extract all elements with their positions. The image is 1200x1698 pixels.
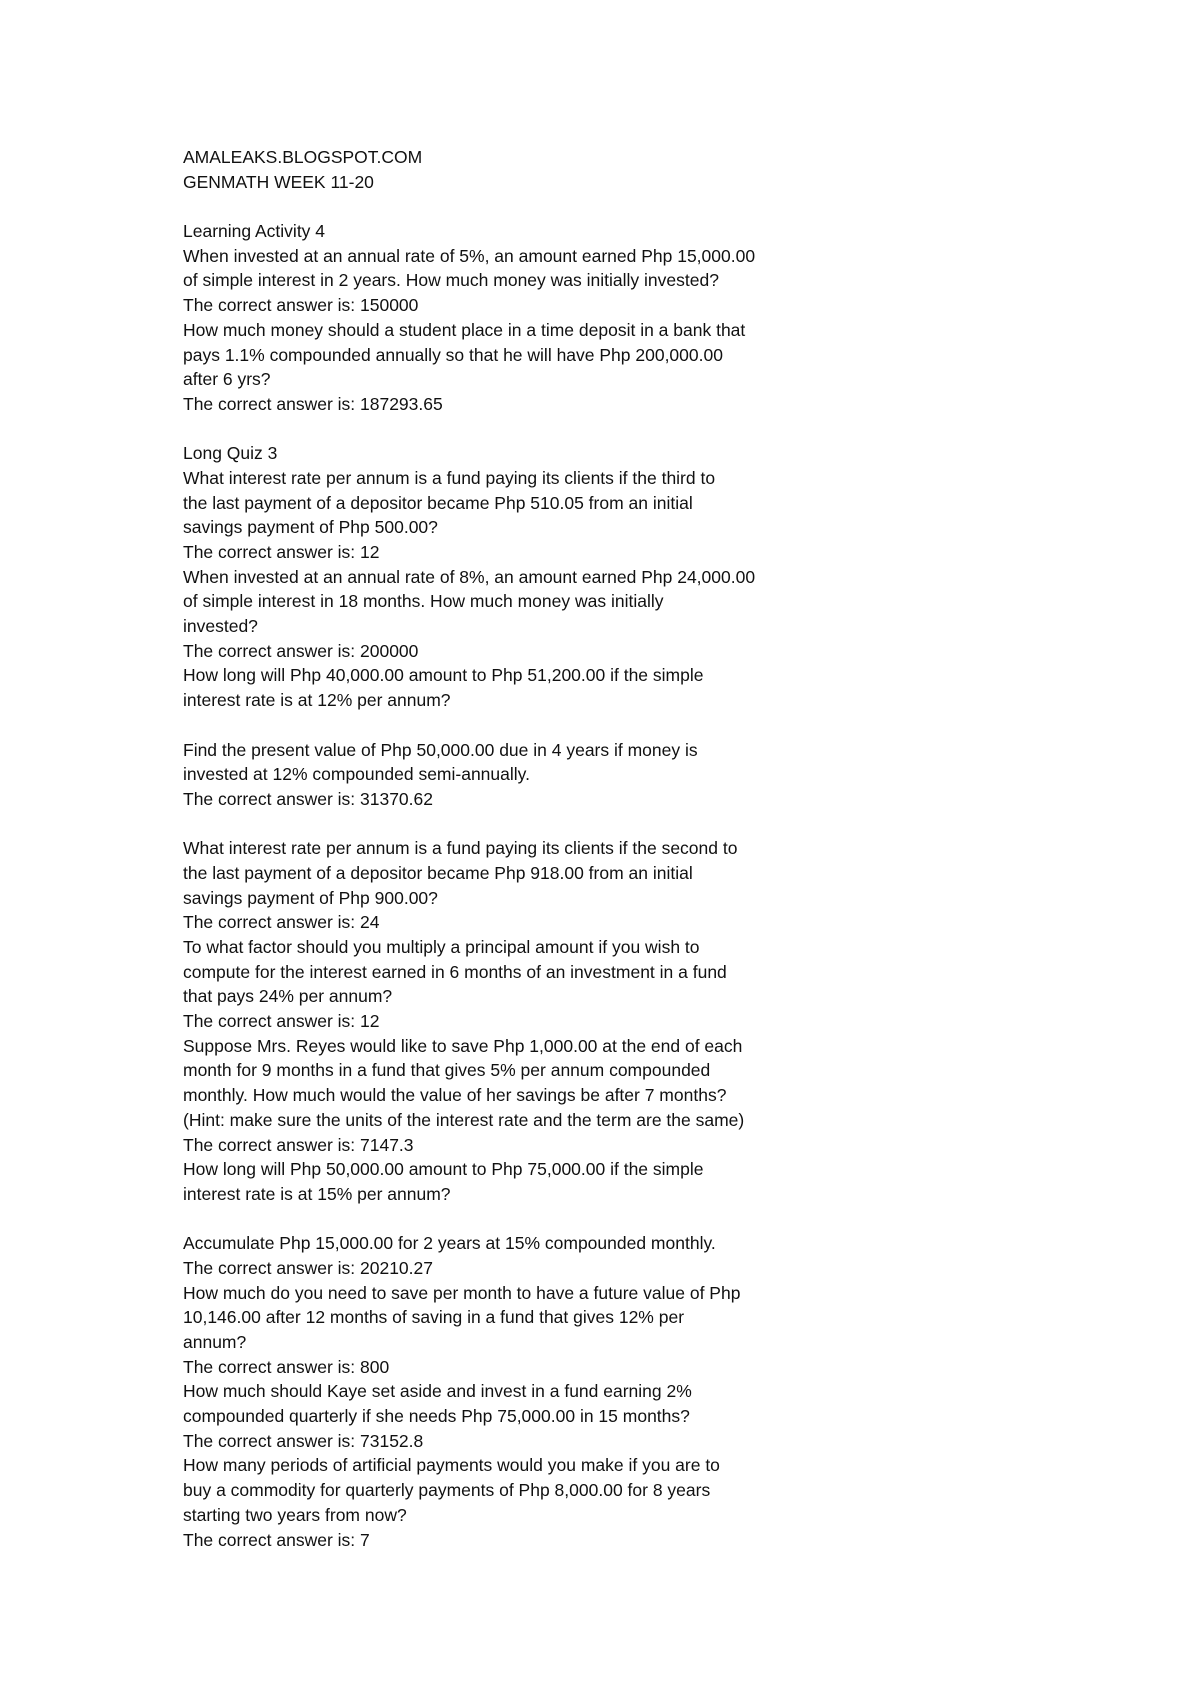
spacer (183, 713, 1003, 738)
question-text: Suppose Mrs. Reyes would like to save Php 1,000.00 at the end of each (183, 1035, 743, 1056)
question-text: savings payment of Php 900.00? (183, 887, 438, 908)
question-text: (Hint: make sure the units of the interest rate and the term are the same) (183, 1109, 745, 1130)
question-text: How long will Php 40,000.00 amount to Php 51,200.00 if the simple (183, 665, 704, 686)
question-text: compute for the interest earned in 6 months of an investment in a fund (183, 961, 727, 982)
document-page (183, 145, 1003, 1552)
question-text: When invested at an annual rate of 8%, an amount earned Php 24,000.00 (183, 566, 756, 587)
answer-text: The correct answer is: 73152.8 (183, 1430, 424, 1451)
question-text: What interest rate per annum is a fund paying its clients if the third to (183, 467, 716, 488)
answer-text: The correct answer is: 31370.62 (183, 788, 433, 809)
question-text: of simple interest in 2 years. How much money was initially invested? (183, 270, 719, 291)
question-text: starting two years from now? (183, 1504, 407, 1525)
question-text: invested at 12% compounded semi-annually. (183, 764, 530, 785)
answer-text: The correct answer is: 800 (183, 1356, 390, 1377)
answer-text: The correct answer is: 20210.27 (183, 1257, 433, 1278)
site-header: AMALEAKS.BLOGSPOT.COM (183, 147, 423, 167)
question-text: of simple interest in 18 months. How much money was initially (183, 591, 664, 612)
question-text: interest rate is at 12% per annum? (183, 690, 451, 711)
spacer (183, 194, 1003, 219)
answer-text: The correct answer is: 12 (183, 542, 380, 562)
question-text: month for 9 months in a fund that gives 5% per annum compounded (183, 1060, 711, 1081)
question-text: 10,146.00 after 12 months of saving in a fund that gives 12% per (183, 1307, 685, 1328)
question-text: after 6 yrs? (183, 369, 271, 390)
question-text: the last payment of a depositor became Php 510.05 from an initial (183, 492, 693, 513)
question-text: pays 1.1% compounded annually so that he will have Php 200,000.00 (183, 344, 723, 365)
answer-text: The correct answer is: 12 (183, 1011, 380, 1032)
question-text: Accumulate Php 15,000.00 for 2 years at 15% compounded monthly. (183, 1233, 716, 1254)
question-text: interest rate is at 15% per annum? (183, 1183, 451, 1204)
section-learning-activity-4 (183, 219, 1003, 417)
answer-text: The correct answer is: 7147.3 (183, 1134, 414, 1155)
question-text: Find the present value of Php 50,000.00 due in 4 years if money is (183, 739, 698, 760)
question-text: monthly. How much would the value of her savings be after 7 months? (183, 1085, 727, 1106)
question-text: invested? (183, 616, 258, 637)
question-text: that pays 24% per annum? (183, 986, 393, 1007)
answer-text: The correct answer is: 7 (183, 1529, 370, 1550)
question-text: When invested at an annual rate of 5%, an amount earned Php 15,000.00 (183, 245, 756, 266)
section-interest-rate (183, 836, 1003, 1206)
question-text: savings payment of Php 500.00? (183, 517, 438, 538)
question-text: compounded quarterly if she needs Php 75,000.00 in 15 months? (183, 1406, 690, 1427)
section-heading: Learning Activity 4 (183, 221, 326, 242)
spacer (183, 1207, 1003, 1232)
section-present-value (183, 738, 1003, 812)
spacer (183, 812, 1003, 837)
question-text: the last payment of a depositor became Php 918.00 from an initial (183, 862, 693, 883)
question-text: What interest rate per annum is a fund paying its clients if the second to (183, 838, 738, 859)
subject-title: GENMATH WEEK 11-20 (183, 171, 374, 192)
answer-text: The correct answer is: 150000 (183, 295, 419, 316)
question-text: How much should Kaye set aside and invest in a fund earning 2% (183, 1381, 692, 1402)
answer-text: The correct answer is: 200000 (183, 640, 419, 661)
answer-text: The correct answer is: 187293.65 (183, 393, 443, 414)
spacer (183, 417, 1003, 442)
section-long-quiz-3 (183, 441, 1003, 713)
section-heading: Long Quiz 3 (183, 443, 278, 464)
question-text: How long will Php 50,000.00 amount to Php 75,000.00 if the simple (183, 1159, 704, 1180)
question-text: How much money should a student place in a time deposit in a bank that (183, 319, 746, 340)
section-accumulate (183, 1231, 1003, 1552)
question-text: How many periods of artificial payments would you make if you are to (183, 1455, 720, 1476)
question-text: buy a commodity for quarterly payments of Php 8,000.00 for 8 years (183, 1480, 711, 1501)
question-text: How much do you need to save per month to have a future value of Php (183, 1282, 741, 1303)
answer-text: The correct answer is: 24 (183, 912, 380, 933)
question-text: annum? (183, 1332, 247, 1352)
question-text: To what factor should you multiply a principal amount if you wish to (183, 937, 700, 957)
